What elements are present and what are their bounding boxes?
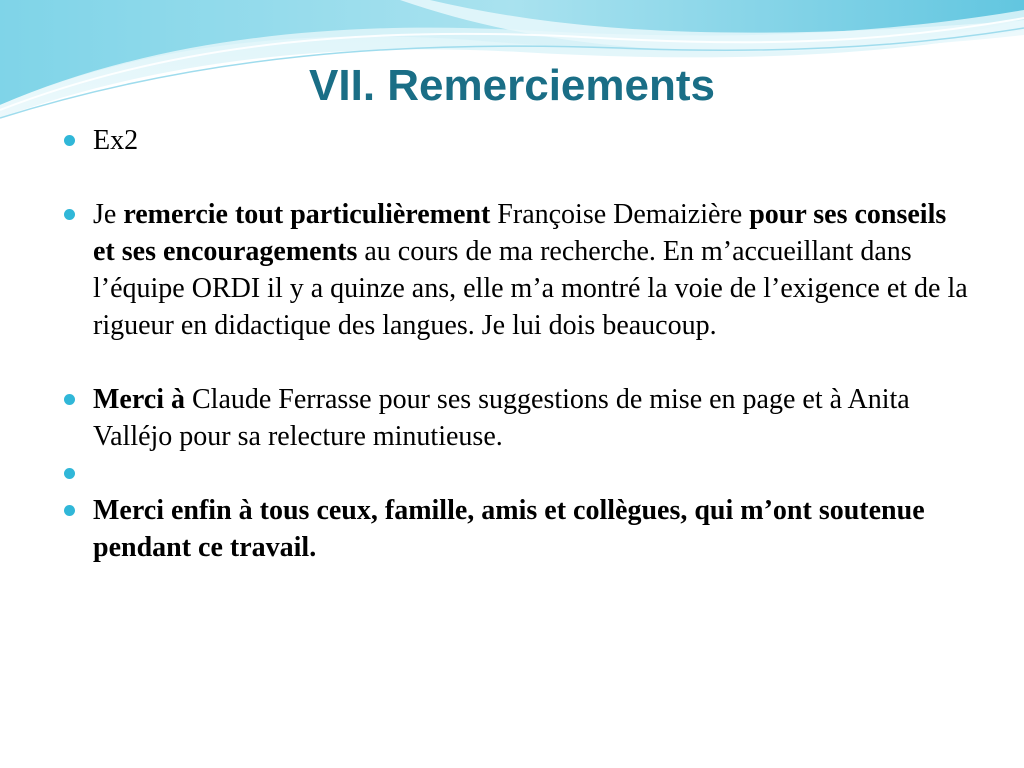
bullet-text: Ex2: [93, 125, 139, 156]
bullet-text: Françoise Demaizière: [490, 199, 750, 230]
bullet-icon: [64, 468, 75, 479]
bullet-text: Je: [93, 199, 124, 230]
bullet-icon: [64, 505, 75, 516]
bullet-text: Claude Ferrasse pour ses suggestions de mise en page et à Anita Valléjo pour sa relecture minutieuse.: [93, 384, 910, 452]
bullet-text: au cours de ma recherche. En m’accueillant dans l’équipe ORDI il y a quinze ans, elle m’a montré la voie de l’exigence et de la rigueur en didactique des langues. Je lui dois beaucoup.: [93, 236, 968, 341]
list-item: [62, 455, 972, 492]
bullet-icon: [64, 394, 75, 405]
slide-title: VII. Remerciements: [309, 61, 715, 110]
list-item: [62, 492, 972, 566]
bullet-bold-text: pour ses conseils et ses encouragements: [93, 199, 947, 267]
bullet-icon: [64, 135, 75, 146]
bullet-list: [62, 122, 972, 566]
bullet-icon: [64, 209, 75, 220]
bullet-bold-text: Merci à: [93, 384, 185, 415]
list-item: [62, 196, 972, 344]
bullet-bold-text: Merci enfin à tous ceux, famille, amis et collègues, qui m’ont soutenue pendant ce travail.: [93, 495, 925, 563]
list-item: [62, 381, 972, 455]
bullet-bold-text: remercie tout particulièrement: [123, 199, 491, 230]
list-item: [62, 122, 972, 159]
